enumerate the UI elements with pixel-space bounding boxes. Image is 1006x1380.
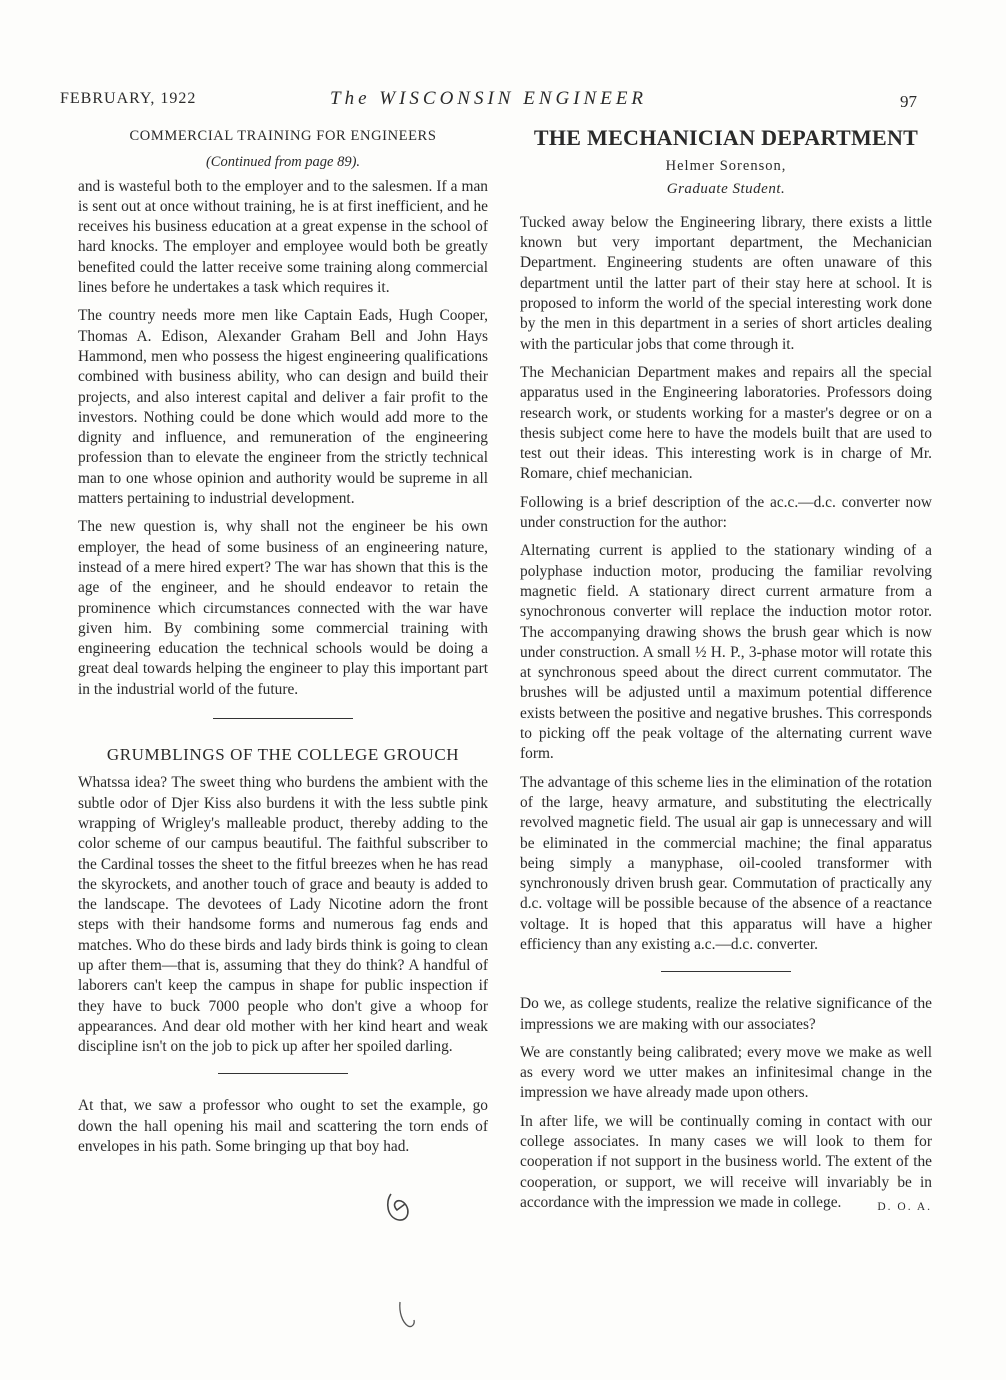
paragraph: and is wasteful both to the employer and to the salesmen. If a man is sent out at once without training, he is at first inefficient, and he receives his business education at a great expense in the school of hard knocks. The employer and employee would both be greatly benefited could the latter receive some training along commercial lines before he undertakes a task which requires it. [78, 177, 488, 297]
section-divider [218, 1073, 348, 1074]
paragraph: The country needs more men like Captain Eads, Hugh Cooper, Thomas A. Edison, Alexander Graham Bell and John Hays Hammond, men who possess the higest engineering qualifications combined with business ability, who can design and build their projects, and also interest capital and deliver a fair profit to the investors. Nothing could be done which would add more to the dignity and influence, and remuneration of the engineering profession than to elevate the engineer from the strictly technical man to one whose opinion and authority would be supreme in all matters pertaining to industrial development. [78, 307, 488, 508]
running-header-date: FEBRUARY, 1922 [60, 90, 197, 107]
continued-note: (Continued from page 89). [205, 154, 361, 171]
paragraph: We are constantly being calibrated; every move we make as well as every word we utter makes an infinitesimal change in the impression we have already made upon others. [520, 1043, 932, 1102]
paragraph: The advantage of this scheme lies in the elimination of the rotation of the large, heavy armature, and substituting the electrically revolved magnetic field. The usual air gap is unnecessary and will be eliminated in the commercial machine; the final apparatus being simply a manyphase, oil-cooled transformer with synchronously driven brush gear. Commutation of practically any d.c. voltage will be possible because of the absence of a reactance voltage. It is hoped that this apparatus will have a higher efficiency than any existing a.c.—d.c. converter. [520, 773, 932, 953]
paragraph: Whatssa idea? The sweet thing who burdens the ambient with the subtle odor of Djer Kiss also burdens it with the less subtle pink wrapping of Wrigley's malleable product, thereby adding to the color scheme of our campus beautiful. The faithful subscriber to the Cardinal tosses the sheet to the fitful breezes when he has read the skyrockets, and another touch of grace and beauty is added to the landscape. The devotees of Lady Nicotine adorn the front steps with their handsome forms and numerous fag ends and matches. Who do these birds and lady birds think is going to clean up after them—that is, assuming that they do think? A handful of laborers can't keep the campus in shape for public inspection if they have to buck 7000 people who don't give a whoop for appearances. And dear old mother with her kind heart and weak discipline isn't on the job to pick up after her spoiled darling. [78, 774, 488, 1056]
handwritten-mark-icon [396, 1300, 418, 1330]
left-column [78, 126, 488, 1165]
section-divider [213, 718, 353, 719]
paragraph: The Mechanician Department makes and repairs all the special apparatus used in the Engineering laboratories. Professors doing research work, or students working for a master's degree or on a thesis subject come here to have the models built that are used to test out their ideas. This interesting work is in charge of Mr. Romare, chief mechanician. [520, 363, 932, 483]
paragraph [520, 1112, 932, 1213]
paragraph: The new question is, why shall not the engineer be his own employer, the head of some business of an engineering nature, instead of a mere hired expert? The war has shown that this is the age of the engineer, and he should endeavor to retain the prominence which circumstances connected with the war have given him. By combining some commercial training with engineering education the technical schools would be doing a great deal towards helping the engineer to play this important part in the industrial world of the future. [78, 518, 488, 698]
paragraph: Do we, as college students, realize the relative significance of the impressions we are making with our associates? [520, 995, 932, 1033]
running-header-journal: The WISCONSIN ENGINEER [330, 88, 648, 109]
page-number: 97 [900, 92, 917, 111]
section-divider [661, 971, 791, 972]
section-title: COMMERCIAL TRAINING FOR ENGINEERS [129, 128, 437, 144]
author-name: Helmer Sorenson, [665, 158, 787, 175]
handwritten-mark-icon [383, 1190, 413, 1226]
paragraph: At that, we saw a professor who ought to set the example, go down the hall opening his mail and scattering the torn ends of envelopes in his path. Some bringing up that boy had. [78, 1097, 488, 1156]
paragraph: Following is a brief description of the ac.c.—d.c. converter now under construction for the author: [520, 493, 932, 532]
section-title: GRUMBLINGS OF THE COLLEGE GROUCH [106, 745, 460, 765]
article-title: THE MECHANICIAN DEPARTMENT [533, 125, 919, 150]
paragraph-text: In after life, we will be continually coming in contact with our college associates. In many cases we will look to them for cooperation if not support in the business world. The extent of the cooperation, or support, we will receive will invariably be in accordance with the impression we made in college. [520, 1112, 932, 1211]
author-affiliation: Graduate Student. [666, 180, 786, 197]
right-column [520, 126, 932, 1221]
author-initials: D. O. A. [877, 1200, 932, 1213]
paragraph: Tucked away below the Engineering library, there exists a little known but very important department, the Mechanician Department. Engineering students are often unaware of this department until the latter part of their stay here at school. It is proposed to inform the world of the special interesting work done by the men in this department in a series of short articles dealing with the particular jobs that come through it. [520, 213, 932, 353]
paragraph: Alternating current is applied to the stationary winding of a polyphase induction motor, producing the familiar revolving magnetic field. A stationary direct current armature from a synochronous converter will replace the induction motor rotor. The accompanying drawing shows the brush gear which is now under construction. A small ½ H. P., 3-phase motor will rotate this at synchronous speed about the direct current commutator. The brushes will be adjusted until a maximum potential difference exists between the positive and negative brushes. This corresponds to picking off the peak voltage of the alternating current wave form. [520, 542, 932, 763]
